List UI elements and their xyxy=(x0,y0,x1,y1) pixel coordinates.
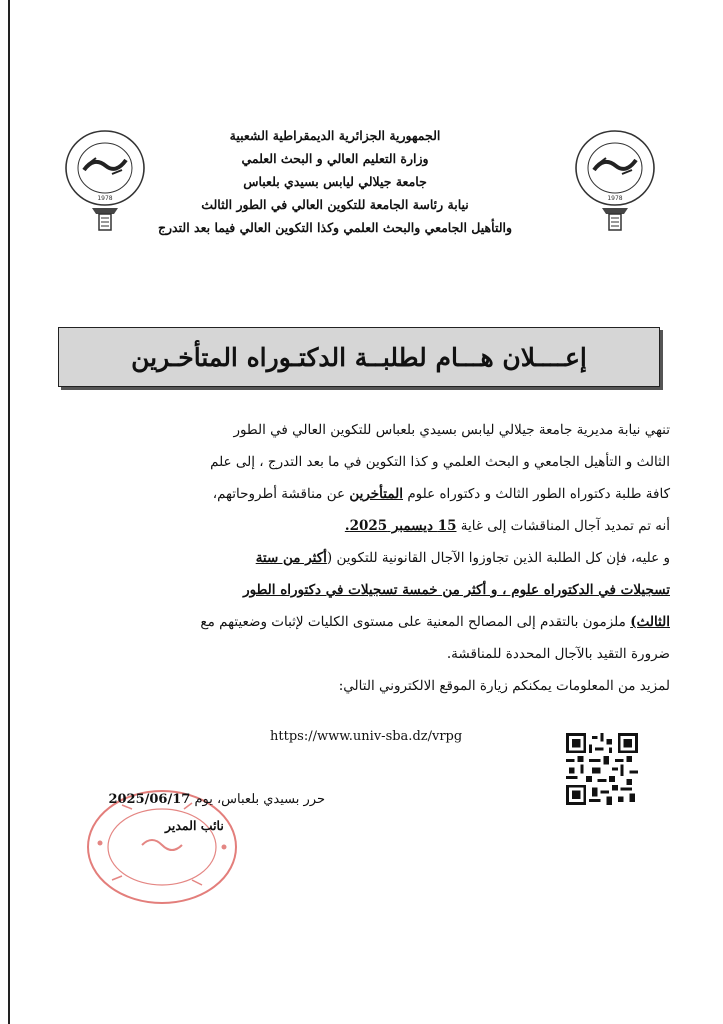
signatory: نائب المدير xyxy=(165,818,224,833)
header-republic: الجمهورية الجزائرية الديمقراطية الشعبية xyxy=(229,128,441,143)
issue-date xyxy=(65,792,325,807)
seal-year: 1978 xyxy=(607,195,623,202)
body-line xyxy=(56,478,670,510)
body-line: ضرورة التقيد بالآجال المحددة للمناقشة. xyxy=(446,646,670,662)
registrations-emphasis: الثالث) xyxy=(630,614,670,630)
body-text: أنه تم تمديد آجال المناقشات إلى غاية xyxy=(460,518,670,534)
late-students-emphasis: المتأخرين xyxy=(349,486,404,502)
university-seal-icon xyxy=(572,128,658,238)
document-header xyxy=(150,124,520,239)
date-value: 2025/06/17 xyxy=(108,792,191,807)
deadline-date: 15 ديسمبر 2025. xyxy=(344,518,457,534)
page-edge-rule xyxy=(8,0,10,1024)
header-vice-rectorate-continued: والتأهيل الجامعي والبحث العلمي وكذا التكوين العالي فيما بعد التدرج xyxy=(157,220,513,235)
date-prefix: حرر بسيدي بلعباس، يوم xyxy=(194,792,325,807)
body-line xyxy=(56,542,670,574)
body-text: كافة طلبة دكتوراه الطور الثالث و دكتوراه علوم xyxy=(407,486,670,502)
website-link[interactable]: https://www.univ-sba.dz/vrpg xyxy=(270,729,463,744)
body-line: لمزيد من المعلومات يمكنكم زيارة الموقع الالكتروني التالي: xyxy=(338,678,670,694)
header-university: جامعة جيلالي ليابس بسيدي بلعباس xyxy=(243,174,427,189)
registrations-emphasis: أكثر من ستة xyxy=(255,550,327,566)
body-line: الثالث و التأهيل الجامعي و البحث العلمي و كذا التكوين في ما بعد التدرج ، إلى علم xyxy=(210,454,670,470)
body-line xyxy=(56,606,670,638)
header-vice-rectorate: نيابة رئاسة الجامعة للتكوين العالي في الطور الثالث xyxy=(201,197,469,212)
body-line: تنهي نيابة مديرية جامعة جيلالي ليابس بسيدي بلعباس للتكوين العالي في الطور xyxy=(233,422,670,438)
university-seal-icon xyxy=(62,128,148,238)
seal-year: 1978 xyxy=(97,195,113,202)
header-ministry: وزارة التعليم العالي و البحث العلمي xyxy=(241,151,429,166)
body-text: و عليه، فإن كل الطلبة الذين تجاوزوا الآجال القانونية للتكوين ( xyxy=(326,550,670,566)
body-text: ملزمون بالتقدم إلى المصالح المعنية على مستوى الكليات لإثبات وضعيتهم مع xyxy=(200,614,626,630)
announcement-body xyxy=(56,414,670,702)
registrations-emphasis-line: تسجيلات في الدكتوراه علوم ، و أكثر من خمسة تسجيلات في دكتوراه الطور xyxy=(243,582,670,598)
announcement-title: إعــــلان هـــام لطلبــة الدكتـوراه المتأخـرين xyxy=(58,327,660,387)
qr-code-icon[interactable] xyxy=(566,733,638,805)
body-line xyxy=(56,510,670,542)
body-text: عن مناقشة أطروحاتهم، xyxy=(212,486,346,502)
